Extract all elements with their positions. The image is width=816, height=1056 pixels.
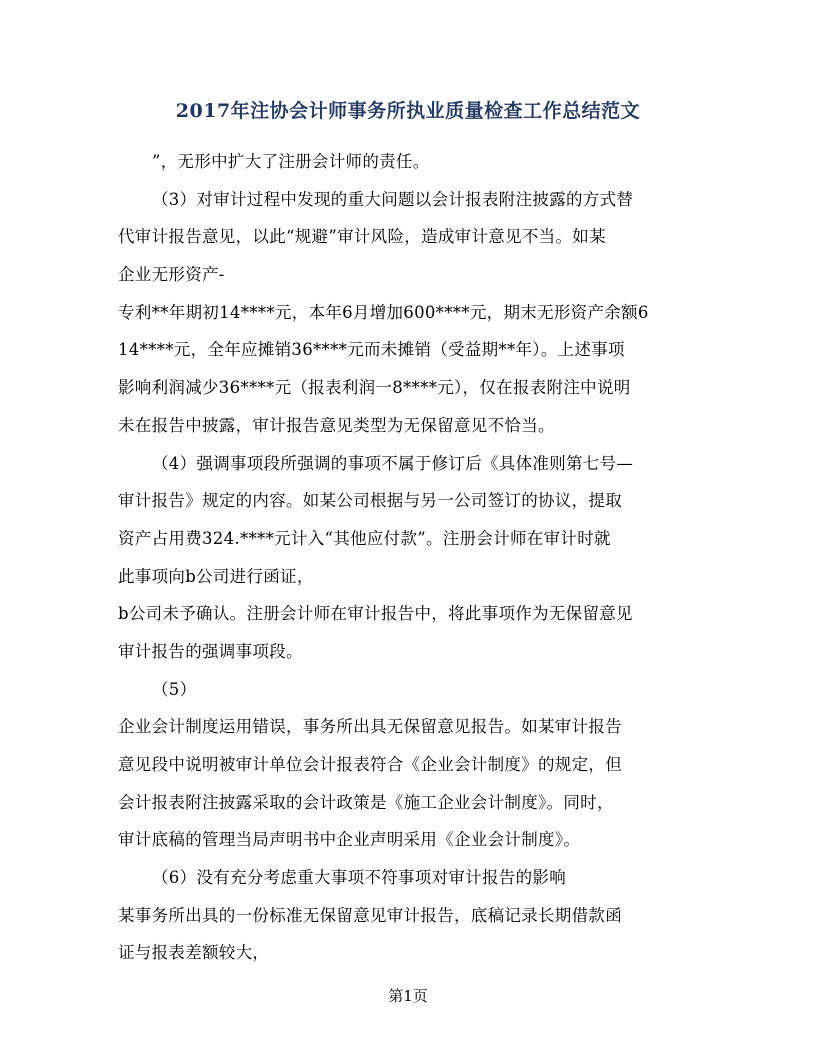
body-line: 意见段中说明被审计单位会计报表符合《企业会计制度》的规定，但: [118, 755, 622, 774]
body-line: 未在报告中披露，审计报告意见类型为无保留意见不恰当。: [118, 415, 555, 435]
body-line: 会计报表附注披露采取的会计政策是《施工企业会计制度》。同时，: [118, 792, 614, 812]
body-line: （5）: [152, 679, 197, 699]
body-line: （6）没有充分考虑重大事项不符事项对审计报告的影响: [152, 868, 566, 888]
body-line: 资产占用费324.****元计入“其他应付款”。注册会计师在审计时就: [118, 528, 611, 548]
body-line: 专利**年期初14****元，本年6月增加600****元，期末无形资产余额6: [118, 302, 649, 322]
body-line: （4）强调事项段所强调的事项不属于修订后《具体准则第七号—: [152, 453, 634, 473]
body-line: 代审计报告意见，以此“规避”审计风险，造成审计意见不当。如某: [118, 227, 606, 247]
body-line: 审计报告的强调事项段。: [118, 641, 303, 661]
body-line: ”，无形中扩大了注册会计师的责任。: [152, 152, 430, 171]
body-line: 某事务所出具的一份标准无保留意见审计报告，底稿记录长期借款函: [118, 905, 622, 925]
body-line: b公司未予确认。注册会计师在审计报告中，将此事项作为无保留意见: [118, 604, 633, 624]
body-line: 此事项向b公司进行函证，: [118, 566, 314, 586]
body-line: 证与报表差额较大，: [118, 943, 270, 963]
body-line: 审计报告》规定的内容。如某公司根据与另一公司签订的协议，提取: [118, 491, 622, 511]
page-number: 第1页: [388, 987, 428, 1005]
body-line: （3）对审计过程中发现的重大问题以会计报表附注披露的方式替: [152, 189, 634, 209]
body-line: 企业会计制度运用错误，事务所出具无保留意见报告。如某审计报告: [118, 717, 622, 737]
body-line: 企业无形资产-: [118, 265, 225, 285]
document-title: 2017年注协会计师事务所执业质量检查工作总结范文: [175, 100, 641, 122]
body-line: 审计底稿的管理当局声明书中企业声明采用《企业会计制度》。: [118, 830, 581, 850]
body-line: 14****元，全年应摊销36****元而未摊销（受益期**年）。上述事项: [118, 340, 625, 360]
document-body: [118, 143, 698, 972]
body-line: 影响利润减少36****元（报表利润一8****元），仅在报表附注中说明: [118, 378, 631, 398]
